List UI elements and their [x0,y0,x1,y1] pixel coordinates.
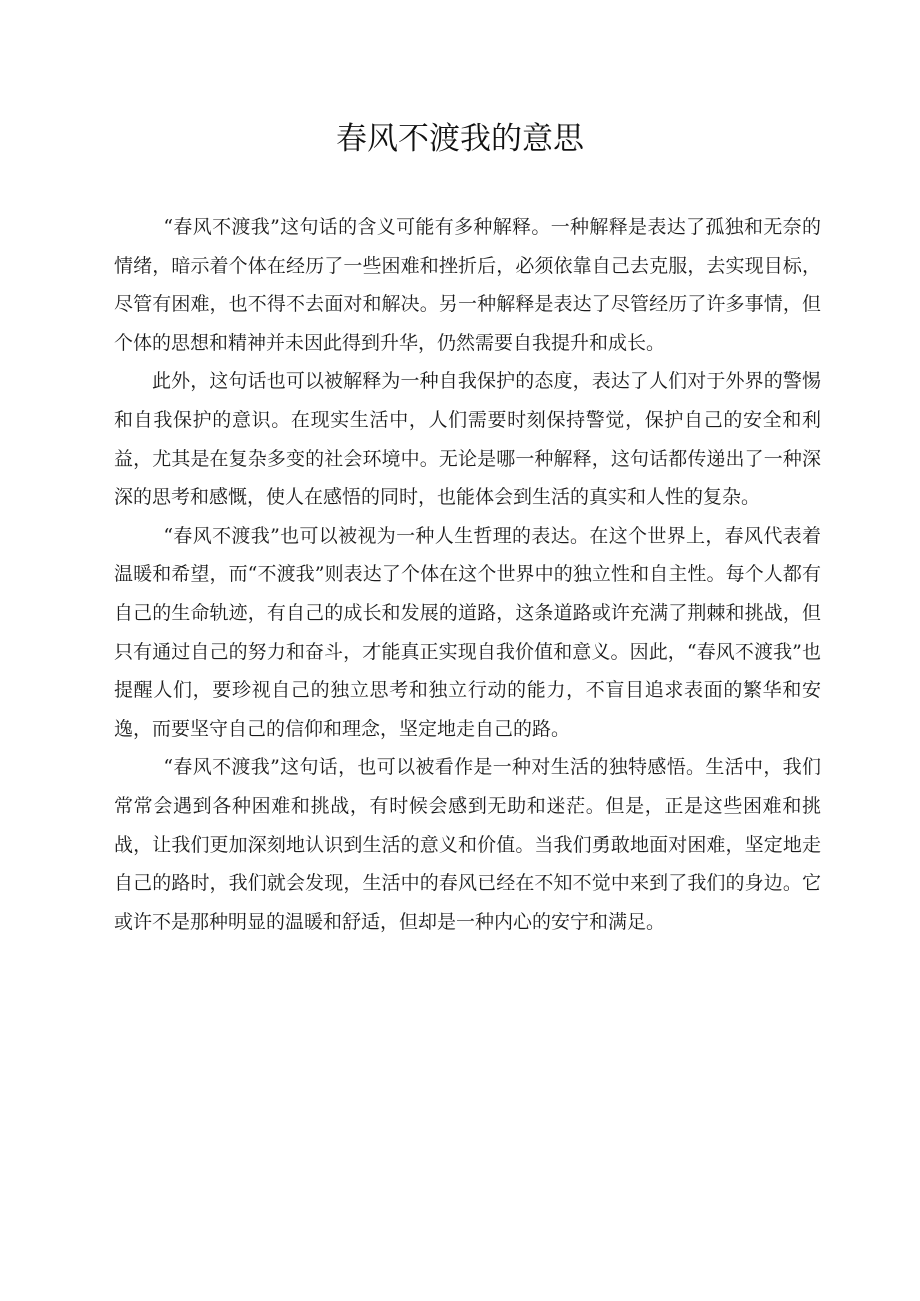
paragraph-4: “春风不渡我”这句话，也可以被看作是一种对生活的独特感悟。生活中，我们常常会遇到各种困难和挑战，有时候会感到无助和迷茫。但是，正是这些困难和挑战，让我们更加深刻地认识到生活的意义和价值。当我们勇敢地面对困难，坚定地走自己的路时，我们就会发现，生活中的春风已经在不知不觉中来到了我们的身边。它或许不是那种明显的温暖和舒适，但却是一种内心的安宁和满足。 [114,756,821,933]
document-body [114,208,821,941]
paragraph-2: 此外，这句话也可以被解释为一种自我保护的态度，表达了人们对于外界的警惕和自我保护的意识。在现实生活中，人们需要时刻保持警觉，保护自己的安全和利益，尤其是在复杂多变的社会环境中。无论是哪一种解释，这句话都传递出了一种深深的思考和感慨，使人在感悟的同时，也能体会到生活的真实和人性的复杂。 [114,370,821,509]
paragraph-3: “春风不渡我”也可以被视为一种人生哲理的表达。在这个世界上，春风代表着温暖和希望，而“不渡我”则表达了个体在这个世界中的独立性和自主性。每个人都有自己的生命轨迹，有自己的成长和发展的道路，这条道路或许充满了荆棘和挑战，但只有通过自己的努力和奋斗，才能真正实现自我价值和意义。因此，“春风不渡我”也提醒人们，要珍视自己的独立思考和独立行动的能力，不盲目追求表面的繁华和安逸，而要坚守自己的信仰和理念，坚定地走自己的路。 [114,524,821,740]
document-title: 春风不渡我的意思 [336,121,584,157]
paragraph-1: “春风不渡我”这句话的含义可能有多种解释。一种解释是表达了孤独和无奈的情绪，暗示着个体在经历了一些困难和挫折后，必须依靠自己去克服，去实现目标，尽管有困难，也不得不去面对和解决。另一种解释是表达了尽管经历了许多事情，但个体的思想和精神并未因此得到升华，仍然需要自我提升和成长。 [114,216,821,354]
